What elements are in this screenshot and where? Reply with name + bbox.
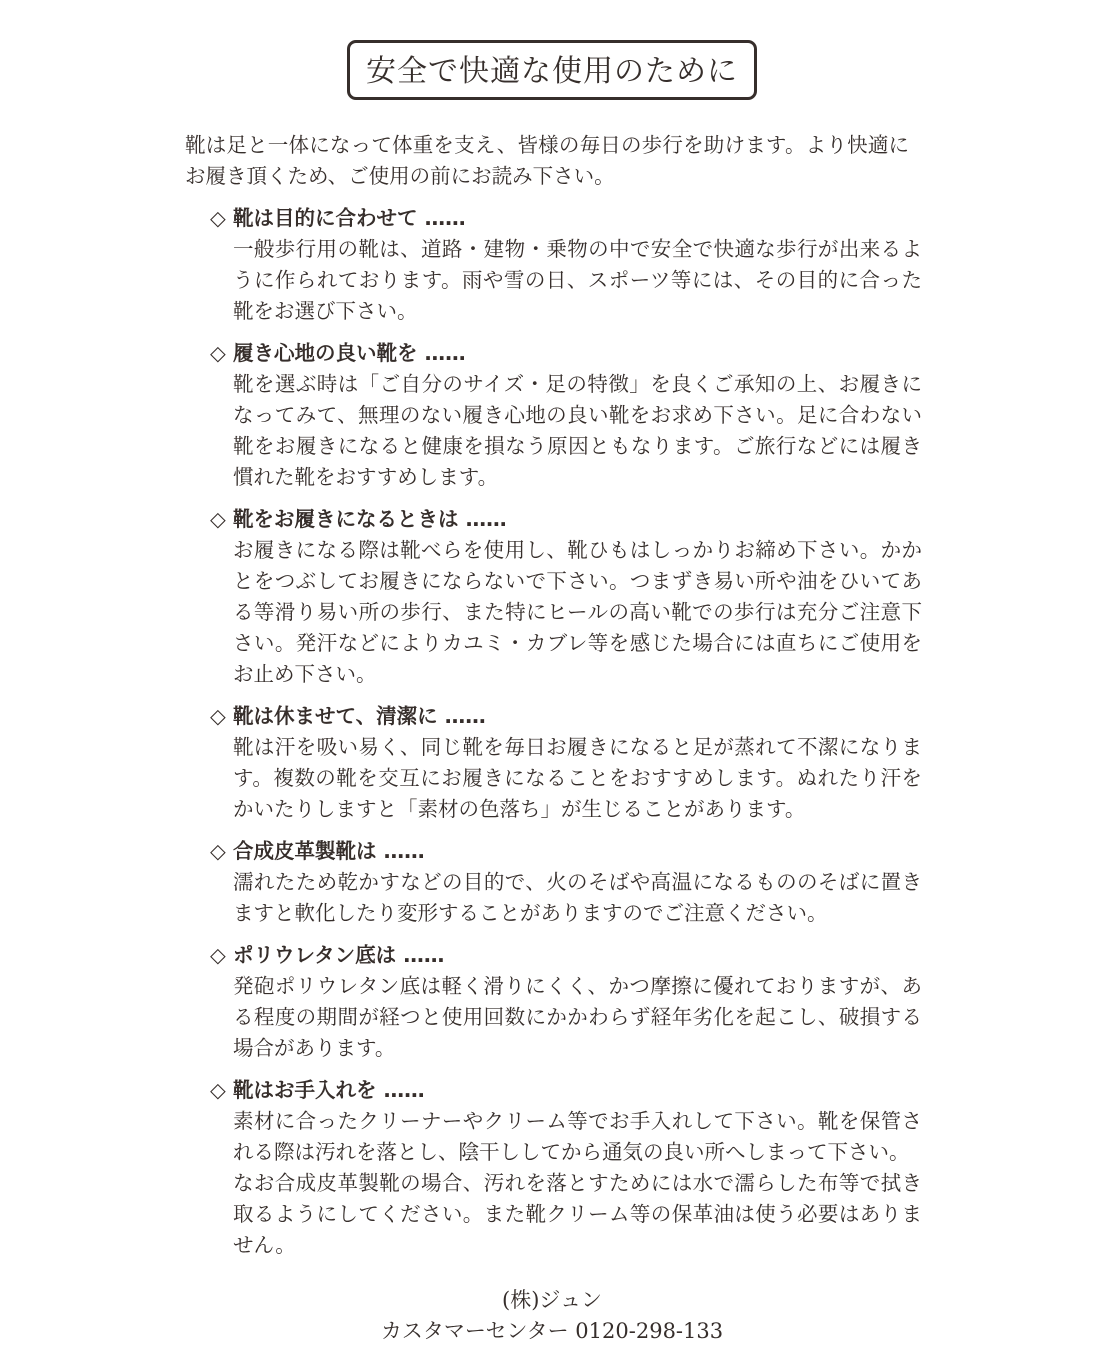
company-name: (株)ジュン xyxy=(502,1288,602,1312)
section-heading-text: ポリウレタン底は …… xyxy=(233,943,445,967)
intro-paragraph: 靴は足と一体になって体重を支え、皆様の毎日の歩行を助けます。より快適にお履き頂くため、ご使用の前にお読み下さい。 xyxy=(185,133,909,188)
section-heading-text: 履き心地の良い靴を …… xyxy=(233,341,466,365)
section-heading xyxy=(210,836,922,867)
diamond-bullet-icon: ◇ xyxy=(210,1078,226,1102)
instruction-sheet-page xyxy=(0,40,1104,1343)
section-body-text: 靴を選ぶ時は「ご自分のサイズ・足の特徴」を良くご承知の上、お履きになってみて、無理のない履き心地の良い靴をお求め下さい。足に合わない靴をお履きになると健康を損なう原因ともなります。ご旅行などには履き慣れた靴をおすすめします。 xyxy=(233,372,922,489)
section-body-text: お履きになる際は靴べらを使用し、靴ひもはしっかりお締め下さい。かかとをつぶしてお履きにならないで下さい。つまずき易い所や油をひいてある等滑り易い所の歩行、また特にヒールの高い靴での歩行は充分ご注意下さい。発汗などによりカユミ・カブレ等を感じた場合には直ちにご使用をお止め下さい。 xyxy=(233,538,922,686)
diamond-bullet-icon: ◇ xyxy=(210,341,226,365)
diamond-bullet-icon: ◇ xyxy=(210,206,226,230)
section-heading xyxy=(210,1075,922,1106)
document-title-box xyxy=(347,40,757,100)
diamond-bullet-icon: ◇ xyxy=(210,507,226,531)
section-body-text: 一般歩行用の靴は、道路・建物・乗物の中で安全で快適な歩行が出来るように作られております。雨や雪の日、スポーツ等には、その目的に合った靴をお選び下さい。 xyxy=(233,237,922,323)
section-when-wearing xyxy=(210,504,922,690)
section-shoe-care xyxy=(210,1075,922,1261)
diamond-bullet-icon: ◇ xyxy=(210,704,226,728)
section-heading-text: 靴は目的に合わせて …… xyxy=(233,206,466,230)
section-body-text: 濡れたため乾かすなどの目的で、火のそばや高温になるもののそばに置きますと軟化したり変形することがありますのでご注意ください。 xyxy=(233,870,922,925)
customer-center-phone: カスタマーセンター 0120-298-133 xyxy=(380,1319,724,1343)
section-list xyxy=(210,203,922,1261)
section-polyurethane-sole xyxy=(210,940,922,1064)
section-heading-text: 合成皮革製靴は …… xyxy=(233,839,425,863)
section-body-text: 靴は汗を吸い易く、同じ靴を毎日お履きになると足が蒸れて不潔になります。複数の靴を交互にお履きになることをおすすめします。ぬれたり汗をかいたりしますと「素材の色落ち」が生じることがあります。 xyxy=(233,735,922,821)
section-body-text: 素材に合ったクリーナーやクリーム等でお手入れして下さい。靴を保管される際は汚れを落とし、陰干ししてから通気の良い所へしまって下さい。 xyxy=(233,1109,922,1164)
section-comfortable-shoes xyxy=(210,338,922,493)
section-heading-text: 靴は休ませて、清潔に …… xyxy=(233,704,486,728)
section-heading xyxy=(210,701,922,732)
section-heading-text: 靴をお履きになるときは …… xyxy=(233,507,507,531)
section-heading xyxy=(210,203,922,234)
diamond-bullet-icon: ◇ xyxy=(210,839,226,863)
section-heading-text: 靴はお手入れを …… xyxy=(233,1078,425,1102)
section-heading xyxy=(210,504,922,535)
section-body-text: 発砲ポリウレタン底は軽く滑りにくく、かつ摩擦に優れておりますが、ある程度の期間が経つと使用回数にかかわらず経年劣化を起こし、破損する場合があります。 xyxy=(233,974,922,1060)
section-heading xyxy=(210,940,922,971)
footer xyxy=(0,1285,1104,1347)
section-synthetic-leather xyxy=(210,836,922,929)
page-title: 安全で快適な使用のために xyxy=(366,54,738,89)
section-body-text: なお合成皮革製靴の場合、汚れを落とすためには水で濡らした布等で拭き取るようにしてください。また靴クリーム等の保革油は使う必要はありません。 xyxy=(233,1171,922,1257)
diamond-bullet-icon: ◇ xyxy=(210,943,226,967)
section-shoes-purpose xyxy=(210,203,922,327)
section-rest-and-clean xyxy=(210,701,922,825)
section-heading xyxy=(210,338,922,369)
